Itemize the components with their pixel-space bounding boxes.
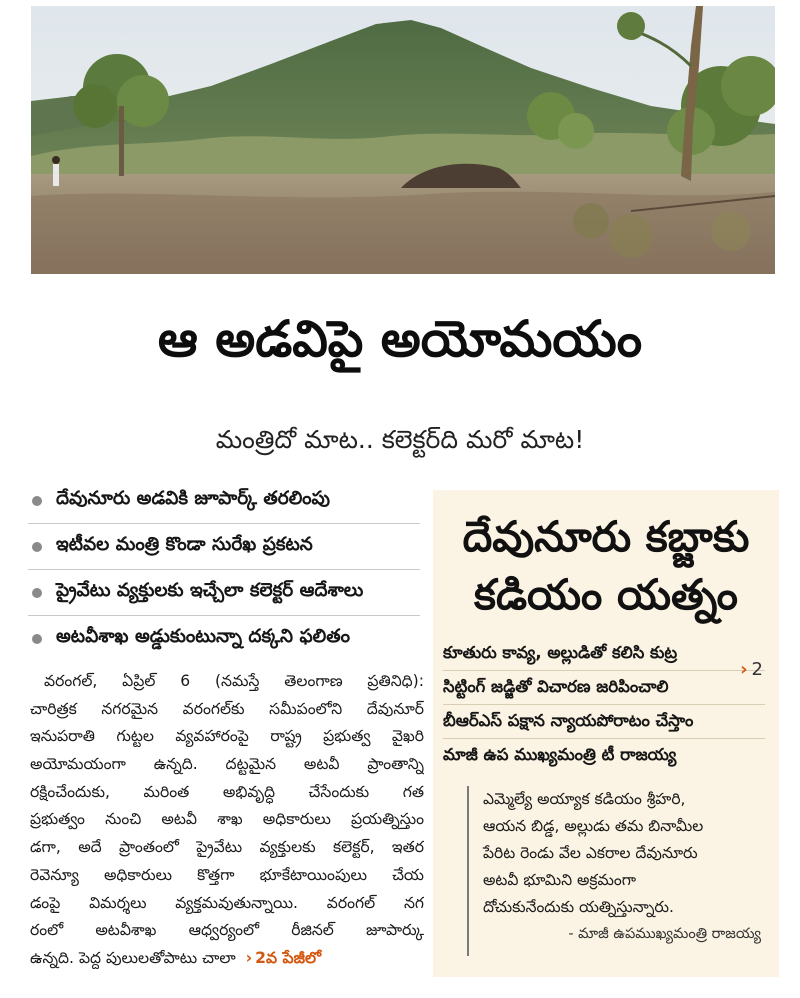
- bullet-dot-icon: [32, 542, 42, 552]
- bullet-item: అటవీశాఖ అడ్డుకుంటున్నా దక్కని ఫలితం: [28, 616, 420, 661]
- quote-attribution: - మాజీ ఉపముఖ్యమంత్రి రాజయ్య: [568, 926, 761, 942]
- hill-forest-photo: [31, 6, 775, 274]
- bullet-dot-icon: [32, 588, 42, 598]
- continued-page-link[interactable]: › 2వ పేజీలో: [245, 948, 322, 967]
- article-line: చారిత్రక నగరమైన వరంగల్‌కు సమీపంలోని దేవునూర్‌: [30, 699, 424, 718]
- bullet-item: ప్రైవేటు వ్యక్తులకు ఇచ్చేలా కలెక్టర్‌ ఆదేశాలు: [28, 570, 420, 616]
- article-line: డంపై విమర్శలు వ్యక్తమవుతున్నాయి. వరంగల్‌ నగ: [30, 893, 424, 912]
- quote-line: దోచుకునేందుకు యత్నిస్తున్నారు.: [483, 898, 674, 916]
- bullet-dot-icon: [32, 496, 42, 506]
- article-line: వరంగల్‌, ఏప్రిల్‌ 6 (నమస్తే తెలంగాణ ప్రతినిధి):: [44, 672, 424, 690]
- bullet-item: ఇటీవల మంత్రి కొండా సురేఖ ప్రకటన: [28, 524, 420, 570]
- article-line: ప్రభుత్వం నుంచి అటవీ శాఖ అధికారులు ప్రయత్నిస్తుం: [30, 810, 424, 829]
- chevron-right-icon: ›: [245, 948, 253, 967]
- quote-box: [467, 786, 773, 956]
- sidebar-item: బీఆర్‌ఎస్‌ పక్షాన న్యాయపోరాటం చేస్తాం: [443, 704, 765, 739]
- sidebar-box: [433, 490, 779, 977]
- article-line: ఉన్నది. పెద్ద పులులతోపాటు చాలా › 2వ పేజీలో: [30, 948, 322, 967]
- quote-line: అటవీ భూమిని అక్రమంగా: [483, 871, 637, 889]
- main-headline: ఆ అడవిపై అయోమయం: [157, 310, 643, 368]
- bullet-dot-icon: [32, 634, 42, 644]
- sidebar-item: మాజీ ఉప ముఖ్యమంత్రి టీ రాజయ్య: [443, 745, 677, 764]
- sidebar-title: దేవునూరు కబ్జాకు కడియం యత్నం: [462, 512, 750, 619]
- article-body: [30, 668, 424, 973]
- sidebar-page-ref[interactable]: › 2: [740, 659, 763, 680]
- sub-headline: మంత్రిదో మాట.. కలెక్టర్‌ది మరో మాట!: [215, 425, 585, 454]
- article-line: ఇనుపరాతి గుట్టల వ్యవహారంపై రాష్ట్ర ప్రభుత్వ వైఖరి: [30, 727, 424, 746]
- sidebar-item: సిట్టింగ్‌ జడ్జితో విచారణ జరిపించాలి › 2: [443, 670, 765, 705]
- quote-line: ఎమ్మెల్యే అయ్యాక కడియం శ్రీహరి,: [483, 790, 686, 808]
- article-line: అయోమయంగా ఉన్నది. దట్టమైన అటవీ ప్రాంతాన్ని: [30, 755, 424, 774]
- chevron-right-icon: ›: [740, 659, 748, 680]
- article-line: రెవెన్యూ అధికారులు కొత్తగా భూకేటాయింపులు చేయ: [30, 865, 424, 884]
- quote-line: ఆయన బిడ్డ, అల్లుడు తమ బినామీల: [483, 817, 704, 835]
- article-line: రక్షించేందుకు, మరింత అభివృద్ధి చేసేందుకు గత: [30, 782, 424, 801]
- bullet-item: దేవునూరు అడవికి జూపార్క్‌ తరలింపు: [28, 478, 420, 524]
- article-line: డగా, అదే ప్రాంతంలో ప్రైవేటు వ్యక్తులకు కలెక్టర్‌, ఇతర: [30, 838, 424, 857]
- sidebar-item: కూతురు కావ్య, అల్లుడితో కలిసి కుట్ర: [443, 636, 765, 671]
- quote-line: పేరిట రెండు వేల ఎకరాల దేవునూరు: [483, 844, 698, 862]
- highlight-bullets: [28, 478, 420, 661]
- article-line: రంలో అటవీశాఖ ఆధ్వర్యంలో రీజినల్‌ జూపార్కు: [30, 921, 424, 940]
